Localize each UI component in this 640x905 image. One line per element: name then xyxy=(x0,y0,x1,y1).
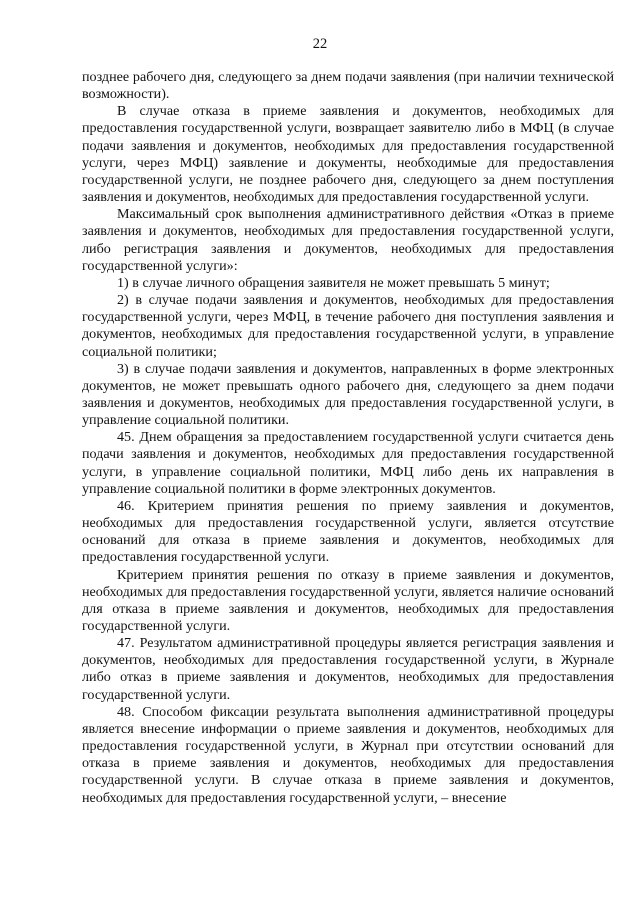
paragraph-continuation: позднее рабочего дня, следующего за днем подачи заявления (при наличии технической возможности). xyxy=(82,69,614,103)
document-body xyxy=(82,69,614,807)
list-item-personal-visit: 1) в случае личного обращения заявителя не может превышать 5 минут; xyxy=(117,274,550,291)
paragraph-refusal-return: В случае отказа в приеме заявления и документов, необходимых для предоставления государственной услуги, возвращает заявителю либо в МФЦ (в случае подачи заявления и документов, необходимых для предоставления государственной услуги, через МФЦ) заявление и документы, необходимые для предоставления государственной услуги, не позднее рабочего дня, следующего за днем поступления заявления и документов, необходимых для предоставления государственной услуги. xyxy=(82,103,614,206)
paragraph-refusal-criterion: Критерием принятия решения по отказу в приеме заявления и документов, необходимых для предоставления государственной услуги, является наличие оснований для отказа в приеме заявления и документов, необходимых для предоставления государственной услуги. xyxy=(82,566,614,634)
paragraph-45: 45. Днем обращения за предоставлением государственной услуги считается день подачи заявления и документов, необходимых для предоставления государственной услуги, в управление социальной политики, МФЦ либо день их направления в управление социальной политики в форме электронных документов. xyxy=(82,429,614,497)
paragraph-max-duration: Максимальный срок выполнения административного действия «Отказ в приеме заявления и документов, необходимых для предоставления государственной услуги, либо регистрация заявления и документов, необходимых для предоставления государственной услуги»: xyxy=(82,206,614,274)
paragraph-47: 47. Результатом административной процедуры является регистрация заявления и документов, необходимых для предоставления государственной услуги, в Журнале либо отказ в приеме заявления и документов, необходимых для предоставления государственной услуги. xyxy=(82,635,614,703)
page-number: 22 xyxy=(312,36,328,52)
list-item-electronic-submission: 3) в случае подачи заявления и документов, направленных в форме электронных документов, не может превышать одного рабочего дня, следующего за днем подачи заявления и документов, необходимых для предоставления государственной услуги, в управление социальной политики. xyxy=(82,360,614,429)
paragraph-46: 46. Критерием принятия решения по приему заявления и документов, необходимых для предоставления государственной услуги, является отсутствие оснований для отказа в приеме заявления и документов, необходимых для предоставления государственной услуги. xyxy=(82,497,614,566)
list-item-mfc-submission: 2) в случае подачи заявления и документов, необходимых для предоставления государственной услуги, через МФЦ, в течение рабочего дня поступления заявления и документов, необходимых для предоставления государственной услуги, в управление социальной политики; xyxy=(82,292,614,360)
paragraph-48: 48. Способом фиксации результата выполнения административной процедуры является внесение информации о приеме заявления и документов, необходимых для предоставления государственной услуги, в Журнал при отсутствии оснований для отказа в приеме заявления и документов, необходимых для предоставления государственной услуги. В случае отказа в приеме заявления и документов, необходимых для предоставления государственной услуги, – внесение xyxy=(82,703,614,806)
